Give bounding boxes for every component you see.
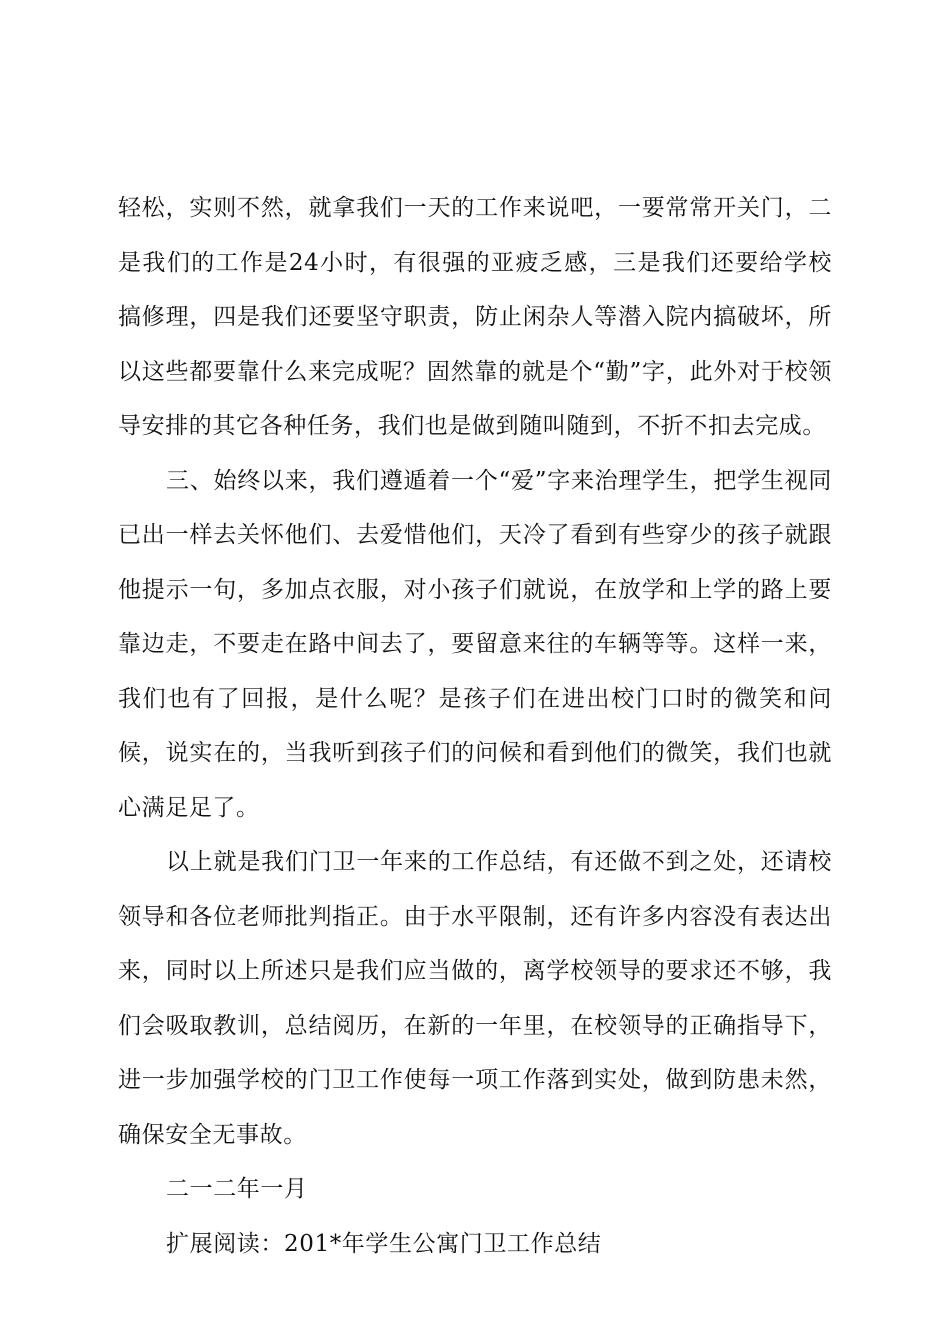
paragraph-summary: 以上就是我们门卫一年来的工作总结，有还做不到之处，还请校领导和各位老师批判指正。由于水平限制，还有许多内容没有表达出来，同时以上所述只是我们应当做的，离学校领导的要求还不够，我们会吸取教训，总结阅历，在新的一年里，在校领导的正确指导下，进一步加强学校的门卫工作使每一项工作落到实处，做到防患未然，确保安全无事故。 [118, 849, 832, 1148]
document-body [118, 181, 832, 1271]
paragraph-continuation: 轻松，实则不然，就拿我们一天的工作来说吧，一要常常开关门，二是我们的工作是24小时，有很强的亚疲乏感，三是我们还要给学校搞修理，四是我们还要坚守职责，防止闲杂人等潜入院内搞破坏，所以这些都要靠什么来完成呢？固然靠的就是个“勤”字，此外对于校领导安排的其它各种任务，我们也是做到随叫随到，不折不扣去完成。 [118, 195, 832, 439]
document-date: 二一二年一月 [166, 1176, 308, 1202]
extended-reading-title: 扩展阅读：201*年学生公寓门卫工作总结 [166, 1230, 602, 1257]
paragraph-section-three: 三、始终以来，我们遵遁着一个“爱”字来治理学生，把学生视同已出一样去关怀他们、去爱惜他们，天冷了看到有些穿少的孩子就跟他提示一句，多加点衣服，对小孩子们就说，在放学和上学的路上要靠边走，不要走在路中间去了，要留意来往的车辆等等。这样一来，我们也有了回报，是什么呢？是孩子们在进出校门口时的微笑和问候，说实在的，当我听到孩子们的问候和看到他们的微笑，我们也就心满足足了。 [118, 467, 832, 821]
